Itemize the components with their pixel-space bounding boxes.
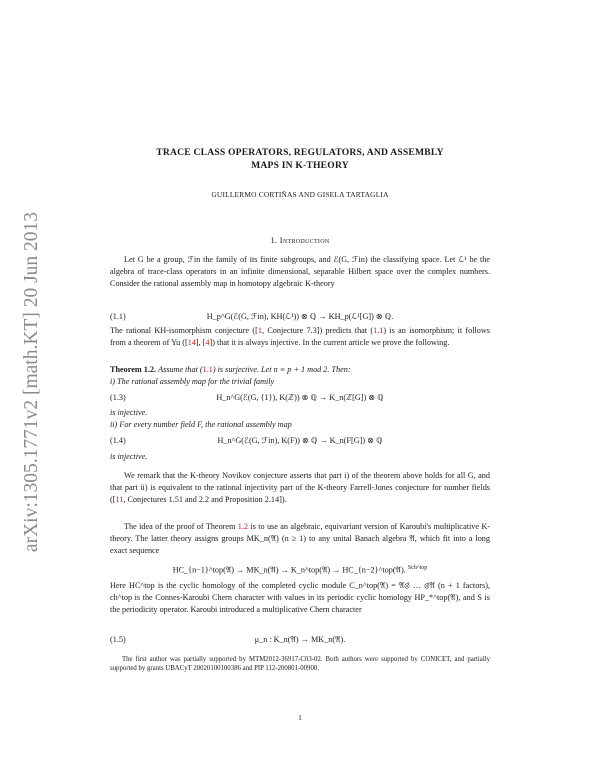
authors: GUILLERMO CORTIÑAS AND GISELA TARTAGLIA bbox=[211, 190, 389, 199]
citation-link[interactable]: 1 bbox=[257, 326, 262, 335]
theorem-ref-link[interactable]: 1.2 bbox=[237, 522, 248, 531]
section-heading: 1. Introduction bbox=[270, 236, 330, 245]
equation-ref-link[interactable]: 1.1 bbox=[373, 326, 384, 335]
paper-page: TRACE CLASS OPERATORS, REGULATORS, AND ASSEMBLY MAPS IN K-THEORY GUILLERMO CORTIÑAS AND GISELA TARTAGLIA 1. Introduction Let G be a group, ℱin the family of its finite subgroups, and ℰ(G, ℱin) the classifying space. Let ℒ¹ be the algebra of trace-class operators in an infinite dimensional, separable Hilbert space over the complex numbers. Consider the rational assembly map in homotopy algebraic K-theory (1.1) H_p^G(ℰ(G, ℱin), KH(ℒ¹)) ⊗ ℚ → KH_p(ℒ¹[G]) ⊗ ℚ. The rational KH-isomorphism conjecture ([1, Conjecture 7.3]) predicts that (1.1) is an isomorphism; it follows from a theorem of Yu ([14], [4]) that it is always injective. In the current article we prove the following. Theorem 1.2. Assume that (1.1) is surjective. Let n ≡ p + 1 mod 2. Then: i) The rational assembly map for the trivial family (1.3) H_n^G(ℰ(G, {1}), K(ℤ)) ⊗ ℚ → K_n(ℤ[G]) ⊗ ℚ is injective. ii) For every number field F, the rational assembly map (1.4) H_n^G(ℰ(G, ℱin), K(F)) ⊗ ℚ → K_n(F[G]) ⊗ ℚ is injective. We remark that the K-theory Novikov conjecture asserts that part i) of the theorem above holds for all G, and that part ii) is equivalent to the rational injectivity part of the K-theory Farrell-Jones conjecture for number fields ([11, Conjectures 1.51 and 2.2 and Proposition 2.14]). The idea of the proof of Theorem 1.2 is to use an algebraic, equivariant version of Karoubi's multiplicative K-theory. The latter theory assigns groups MK_n(𝔄) (n ≥ 1) to any unital Banach algebra 𝔄, which fit into a long exact sequence HC_{n−1}^top(𝔄) → MK_n(𝔄) → K_n^top(𝔄) → HC_{n−2}^top(𝔄). $^{Sch\^{}top}$ Here HC^top is the cyclic homology of the completed cyclic module C_n^top(𝔄) = 𝔄⊗̂ … ⊗̂𝔄 (n + 1 factors), ch^top is the Connes-Karoubi Chern character with values in its periodic cyclic homology HP_*^top(𝔄), and S is the periodicity operator. Karoubi introduced a multiplicative Chern character (1.5) μ_n : K_n(𝔄) → MK_n(𝔄). The first author was partially supported by MTM2012-36917-C03-02. Both authors were supported by CONICET, and partially supported by grants UBACyT 20020100100386 and PIP 112-200801-00900. 1 bbox=[110, 147, 490, 722]
equation-1-4: (1.4) H_n^G(ℰ(G, ℱin), K(F)) ⊗ ℚ → K_n(F[G]) ⊗ ℚ bbox=[110, 436, 383, 445]
citation-link[interactable]: 14 bbox=[187, 338, 196, 347]
paragraph-2: The rational KH-isomorphism conjecture ([1, Conjecture 7.3]) predicts that (1.1) is an isomorphism; it follows from a theorem of Yu ([14], [4]) that it is always injective. In the current article we prove the following. bbox=[110, 326, 490, 347]
theorem-1-2: Theorem 1.2. Assume that (1.1) is surjective. Let n ≡ p + 1 mod 2. Then: i) The rational assembly map for the trivial family bbox=[110, 364, 490, 388]
long-exact-sequence: HC_{n−1}^top(𝔄) → MK_n(𝔄) → K_n^top(𝔄) → HC_{n−2}^top(𝔄). $^{Sch\^{}top}$ bbox=[172, 565, 428, 575]
paper-title: TRACE CLASS OPERATORS, REGULATORS, AND ASSEMBLY MAPS IN K-THEORY bbox=[156, 147, 444, 171]
page-number: 1 bbox=[298, 713, 302, 722]
intro-paragraph: Let G be a group, ℱin the family of its finite subgroups, and ℰ(G, ℱin) the classifying space. Let ℒ¹ be the algebra of trace-class operators in an infinite dimensional, separable Hilbert space over the complex numbers. Consider the rational assembly map in homotopy algebraic K-theory bbox=[110, 255, 490, 288]
equation-ref-link[interactable]: 1.1 bbox=[202, 365, 213, 374]
theorem-item-ii: ii) For every number field F, the rational assembly map bbox=[110, 420, 292, 429]
paragraph-5: Here HC^top is the cyclic homology of the completed cyclic module C_n^top(𝔄) = 𝔄⊗̂ … ⊗̂𝔄 (n + 1 factors), ch^top is the Connes-Karoubi Chern character with values in its periodic cyclic homology HP_*^top(𝔄), and S is the periodicity operator. Karoubi introduced a multiplicative Chern character bbox=[110, 581, 490, 614]
equation-1-1: (1.1) H_p^G(ℰ(G, ℱin), KH(ℒ¹)) ⊗ ℚ → KH_p(ℒ¹[G]) ⊗ ℚ. bbox=[110, 312, 394, 321]
equation-1-3: (1.3) H_n^G(ℰ(G, {1}), K(ℤ)) ⊗ ℚ → K_n(ℤ[G]) ⊗ ℚ bbox=[110, 393, 384, 402]
paragraph-3: We remark that the K-theory Novikov conjecture asserts that part i) of the theorem above holds for all G, and that part ii) is equivalent to the rational injectivity part of the K-theory Farrell-Jones conjecture for number fields ([11, Conjectures 1.51 and 2.2 and Proposition 2.14]). bbox=[110, 471, 490, 504]
arxiv-identifier: arXiv:1305.1771v2 [math.KT] 20 Jun 2013 bbox=[21, 211, 42, 553]
theorem-item-i: i) The rational assembly map for the trivial family bbox=[110, 377, 275, 386]
citation-link[interactable]: 4 bbox=[205, 338, 210, 347]
citation-link[interactable]: 11 bbox=[115, 495, 124, 504]
footnote: The first author was partially supported by MTM2012-36917-C03-02. Both authors were supported by CONICET, and partially supported by grants UBACyT 20020100100386 and PIP 112-200801-00900. bbox=[110, 656, 490, 673]
equation-1-5: (1.5) μ_n : K_n(𝔄) → MK_n(𝔄). bbox=[110, 635, 346, 644]
paragraph-4: The idea of the proof of Theorem 1.2 is to use an algebraic, equivariant version of Karoubi's multiplicative K-theory. The latter theory assigns groups MK_n(𝔄) (n ≥ 1) to any unital Banach algebra 𝔄, which fit into a long exact sequence bbox=[110, 522, 490, 555]
